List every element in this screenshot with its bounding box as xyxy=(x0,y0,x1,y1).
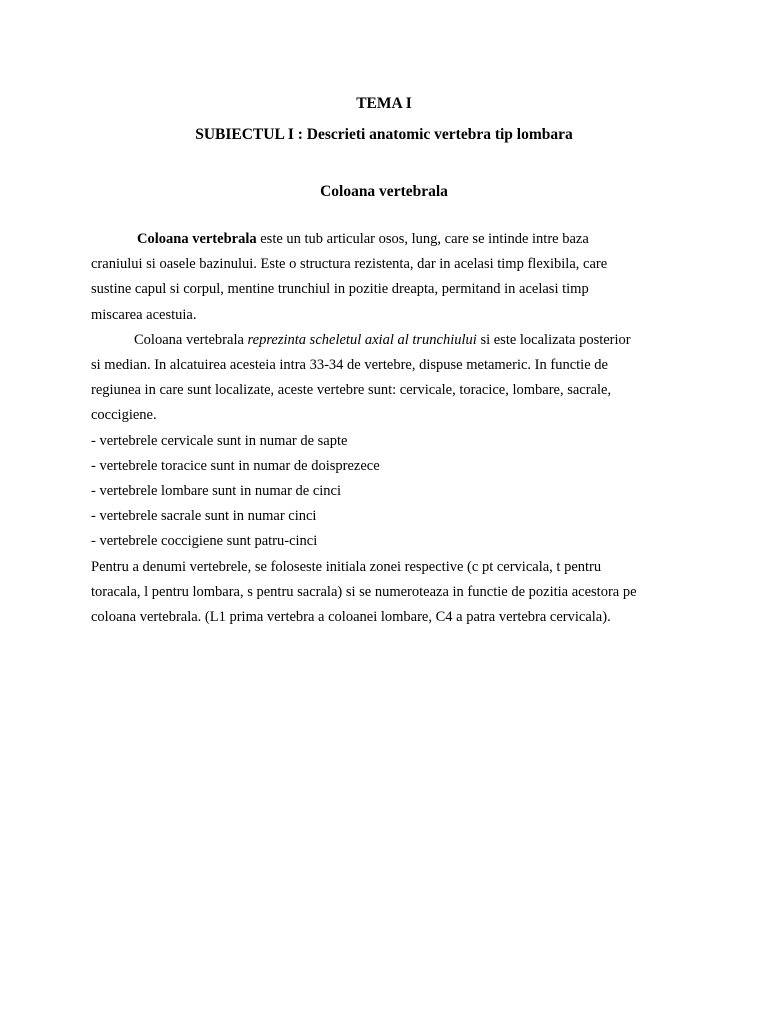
paragraph2-line4: coccigiene. xyxy=(91,407,157,424)
paragraph2-line1-end: si este localizata posterior xyxy=(476,331,631,348)
paragraph2-italic: reprezinta scheletul axial al trunchiului xyxy=(247,331,477,348)
paragraph1-line4: miscarea acestuia. xyxy=(91,306,197,323)
paragraph3-line3: coloana vertebrala. (L1 prima vertebra a coloanei lombare, C4 a patra vertebra cervicala). xyxy=(91,609,611,626)
paragraph2-line2: si median. In alcatuirea acesteia intra 33-34 de vertebre, dispuse metameric. In functie de xyxy=(91,357,608,374)
paragraph1-line1-rest: este un tub articular osos, lung, care se intinde intre baza xyxy=(256,231,589,247)
body-text xyxy=(91,227,681,630)
list-item: - vertebrele lombare sunt in numar de cinci xyxy=(91,483,342,500)
paragraph2-line3: regiunea in care sunt localizate, aceste vertebre sunt: cervicale, toracice, lombare, sacrale, xyxy=(91,382,612,399)
paragraph2-line1 xyxy=(91,328,681,353)
list-item: - vertebrele coccigiene sunt patru-cinci xyxy=(91,533,318,550)
list-item: - vertebrele toracice sunt in numar de doisprezece xyxy=(91,457,380,474)
heading-subiect: SUBIECTUL I : Descrieti anatomic vertebra tip lombara xyxy=(195,126,573,143)
list-item: - vertebrele sacrale sunt in numar cinci xyxy=(91,508,317,525)
heading-tema: TEMA I xyxy=(356,95,412,112)
list-item: - vertebrele cervicale sunt in numar de sapte xyxy=(91,432,348,449)
paragraph3-line2: toracala, l pentru lombara, s pentru sacrala) si se numeroteaza in functie de pozitia acestora pe xyxy=(91,583,637,600)
paragraph1-bold-lead: Coloana vertebrala xyxy=(137,231,257,247)
paragraph3-line1: Pentru a denumi vertebrele, se foloseste initiala zonei respective (c pt cervicala, t pentru xyxy=(91,558,602,575)
paragraph1-line2: craniului si oasele bazinului. Este o structura rezistenta, dar in acelasi timp flexibila, care xyxy=(91,256,608,273)
paragraph1-line1 xyxy=(91,227,681,252)
section-title: Coloana vertebrala xyxy=(320,183,448,200)
paragraph2-line1-start: Coloana vertebrala xyxy=(134,331,248,348)
paragraph1-line3: sustine capul si corpul, mentine trunchiul in pozitie dreapta, permitand in acelasi timp xyxy=(91,281,589,298)
